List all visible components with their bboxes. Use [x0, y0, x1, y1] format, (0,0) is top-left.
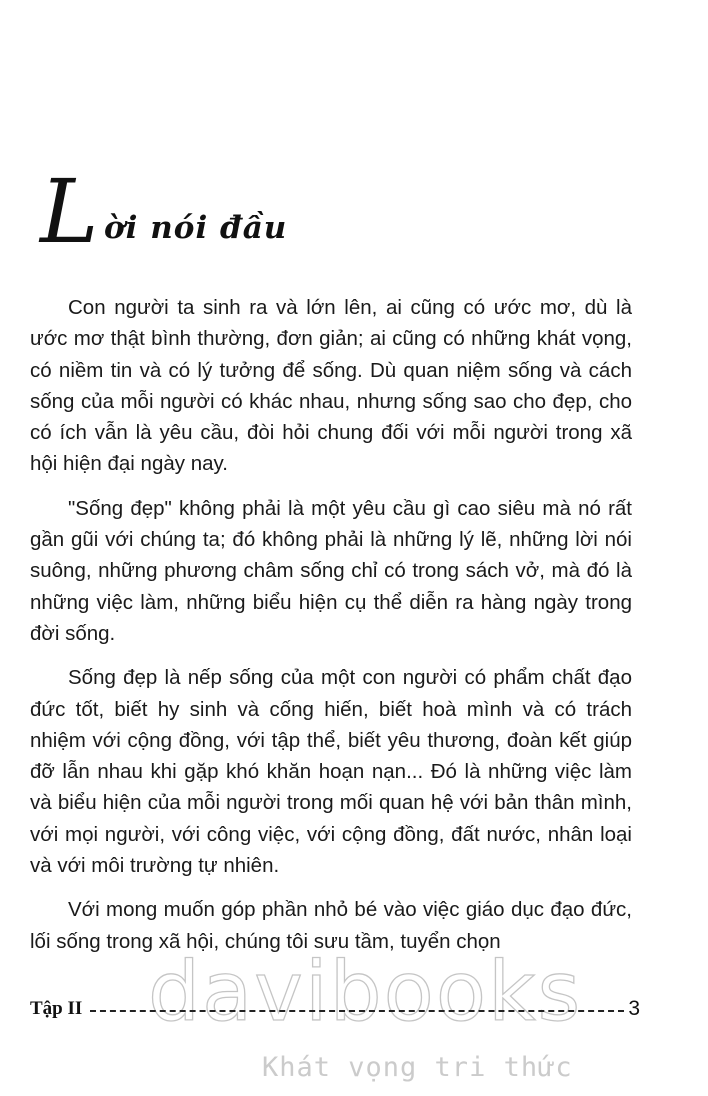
- heading-title: ời nói đầu: [104, 210, 288, 246]
- paragraph-2: "Sống đẹp" không phải là một yêu cầu gì cao siêu mà nó rất gần gũi với chúng ta; đó không phải là những lý lẽ, những lời nói suông, những phương châm sống chỉ có trong sách vở, mà đó là những việc làm, những biểu hiện cụ thể diễn ra hàng ngày trong đời sống.: [30, 496, 632, 645]
- body-text: [30, 292, 632, 970]
- paragraph-1: Con người ta sinh ra và lớn lên, ai cũng có ước mơ, dù là ước mơ thật bình thường, đơn giản; ai cũng có những khát vọng, có niềm tin và có lý tưởng để sống. Dù quan niệm sống và cách sống của mỗi người có khác nhau, nhưng sống sao cho đẹp, cho có ích vẫn là yêu cầu, đòi hỏi chung đối với mỗi người trong xã hội hiện đại ngày nay.: [30, 296, 632, 476]
- page-footer: [30, 994, 640, 1024]
- heading-initial: L: [40, 160, 99, 263]
- chapter-heading: [40, 160, 360, 263]
- watermark-brand: davibooks: [148, 945, 583, 1040]
- watermark-tagline: Khát vọng tri thức: [262, 1052, 573, 1083]
- paragraph-4: Với mong muốn góp phần nhỏ bé vào việc giáo dục đạo đức, lối sống trong xã hội, chúng tôi sưu tầm, tuyển chọn: [30, 898, 632, 953]
- footer-divider: [90, 1010, 624, 1012]
- paragraph-3: Sống đẹp là nếp sống của một con người có phẩm chất đạo đức tốt, biết hy sinh và cống hiến, biết hoà mình và có trách nhiệm với cộng đồng, với tập thể, biết yêu thương, đoàn kết giúp đỡ lẫn nhau khi gặp khó khăn hoạn nạn... Đó là những việc làm và biểu hiện của mỗi người trong mối quan hệ với bản thân mình, với mọi người, với công việc, với cộng đồng, đất nước, nhân loại và với môi trường tự nhiên.: [30, 666, 632, 878]
- volume-label: Tập II: [30, 998, 83, 1019]
- page-number: 3: [628, 997, 640, 1020]
